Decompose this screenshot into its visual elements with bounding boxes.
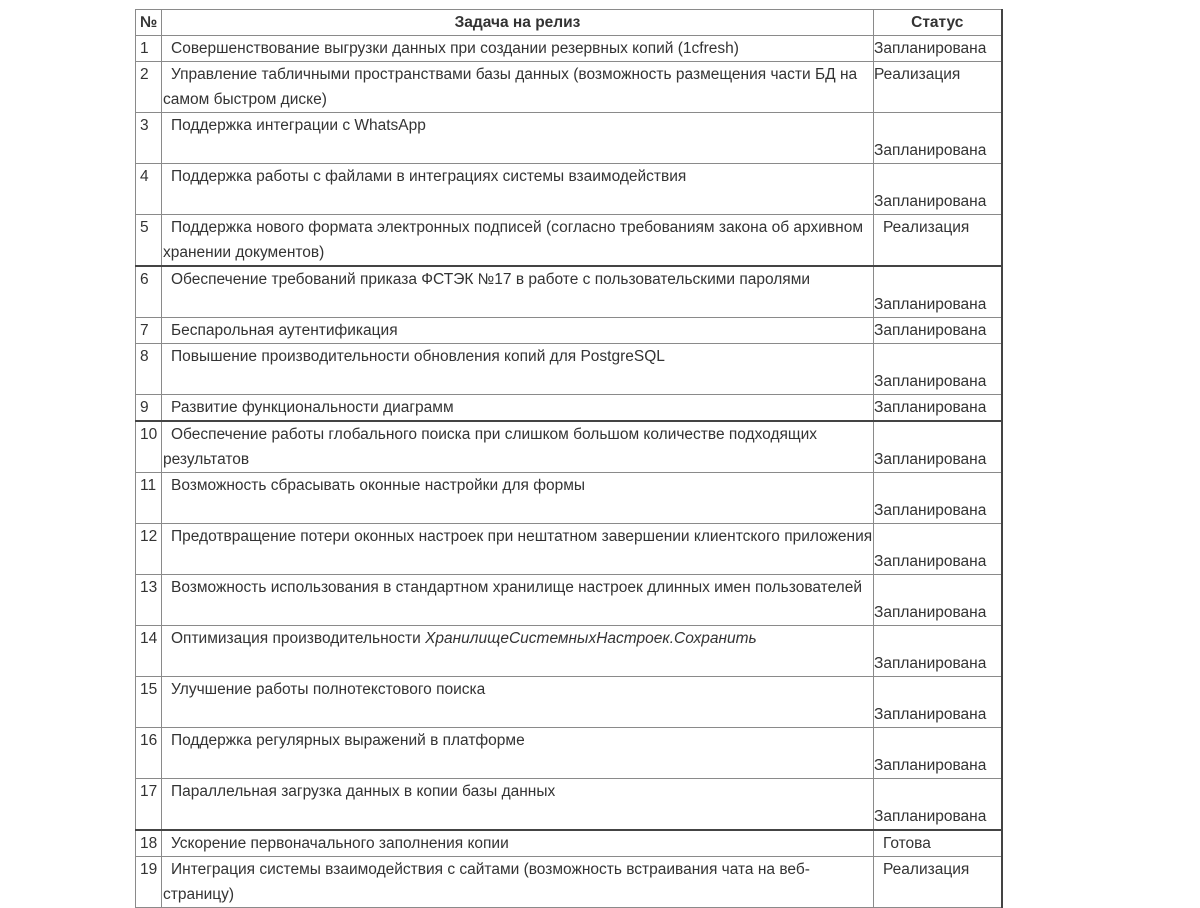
task-text: Поддержка регулярных выражений в платформе xyxy=(171,732,525,749)
row-number: 13 xyxy=(136,575,162,626)
status-text: Запланирована xyxy=(874,604,987,621)
row-task xyxy=(162,113,874,164)
row-number: 17 xyxy=(136,779,162,831)
row-task xyxy=(162,524,874,575)
status-text: Реализация xyxy=(874,66,961,83)
task-text: Беспарольная аутентификация xyxy=(171,322,398,339)
table-row xyxy=(136,164,1002,215)
row-task xyxy=(162,395,874,422)
table-row xyxy=(136,830,1002,857)
task-text: Поддержка интеграции с WhatsApp xyxy=(171,117,426,134)
task-text: Ускорение первоначального заполнения копии xyxy=(171,835,509,852)
row-task xyxy=(162,344,874,395)
row-number: 7 xyxy=(136,318,162,344)
table-row xyxy=(136,473,1002,524)
row-status xyxy=(874,575,1002,626)
row-task xyxy=(162,626,874,677)
table-row xyxy=(136,215,1002,267)
table-row xyxy=(136,626,1002,677)
row-task xyxy=(162,473,874,524)
status-text: Запланирована xyxy=(874,451,987,468)
task-text: Обеспечение работы глобального поиска при слишком большом количестве подходящих результатов xyxy=(163,426,818,468)
row-status xyxy=(874,113,1002,164)
status-text: Реализация xyxy=(883,219,970,236)
row-task xyxy=(162,318,874,344)
status-text: Запланирована xyxy=(874,502,987,519)
row-status xyxy=(874,728,1002,779)
row-task xyxy=(162,728,874,779)
table-row xyxy=(136,344,1002,395)
row-task xyxy=(162,215,874,267)
row-number: 4 xyxy=(136,164,162,215)
row-status xyxy=(874,266,1002,318)
row-status xyxy=(874,830,1002,857)
table-row xyxy=(136,62,1002,113)
row-number: 19 xyxy=(136,857,162,908)
task-text-italic: ХранилищеСистемныхНастроек.Сохранить xyxy=(425,630,757,647)
table-row xyxy=(136,728,1002,779)
status-text: Готова xyxy=(883,835,931,852)
row-status xyxy=(874,626,1002,677)
table-row xyxy=(136,575,1002,626)
row-number: 18 xyxy=(136,830,162,857)
status-text: Запланирована xyxy=(874,808,987,825)
row-task xyxy=(162,779,874,831)
header-status: Статус xyxy=(874,10,1002,36)
task-text: Совершенствование выгрузки данных при создании резервных копий (1cfresh) xyxy=(171,40,739,57)
row-status xyxy=(874,473,1002,524)
task-text: Развитие функциональности диаграмм xyxy=(171,399,454,416)
table-row xyxy=(136,266,1002,318)
row-number: 3 xyxy=(136,113,162,164)
table-row xyxy=(136,113,1002,164)
status-text: Запланирована xyxy=(874,553,987,570)
status-text: Запланирована xyxy=(874,757,987,774)
row-task xyxy=(162,36,874,62)
row-status xyxy=(874,857,1002,908)
row-number: 9 xyxy=(136,395,162,422)
table-row xyxy=(136,318,1002,344)
header-number: № xyxy=(136,10,162,36)
row-task xyxy=(162,575,874,626)
row-number: 10 xyxy=(136,421,162,473)
row-task xyxy=(162,164,874,215)
row-number: 5 xyxy=(136,215,162,267)
status-text: Реализация xyxy=(883,861,970,878)
task-text: Предотвращение потери оконных настроек при нештатном завершении клиентского приложения xyxy=(171,528,873,545)
table-row xyxy=(136,779,1002,831)
row-status xyxy=(874,318,1002,344)
row-number: 1 xyxy=(136,36,162,62)
row-number: 11 xyxy=(136,473,162,524)
row-number: 15 xyxy=(136,677,162,728)
status-text: Запланирована xyxy=(874,655,987,672)
row-number: 6 xyxy=(136,266,162,318)
status-text: Запланирована xyxy=(874,373,987,390)
row-status xyxy=(874,677,1002,728)
row-task xyxy=(162,830,874,857)
task-text: Управление табличными пространствами базы данных (возможность размещения части БД на самом быстром диске) xyxy=(163,66,858,108)
row-status xyxy=(874,215,1002,267)
status-text: Запланирована xyxy=(874,322,987,339)
row-number: 14 xyxy=(136,626,162,677)
status-text: Запланирована xyxy=(874,399,987,416)
row-number: 12 xyxy=(136,524,162,575)
row-status xyxy=(874,62,1002,113)
row-status xyxy=(874,421,1002,473)
row-status xyxy=(874,524,1002,575)
table-row xyxy=(136,677,1002,728)
task-text: Улучшение работы полнотекстового поиска xyxy=(171,681,486,698)
task-text: Поддержка нового формата электронных подписей (согласно требованиям закона об архивном хранении документов) xyxy=(163,219,863,261)
status-text: Запланирована xyxy=(874,296,987,313)
table-header-row xyxy=(136,10,1002,36)
row-task xyxy=(162,857,874,908)
row-number: 2 xyxy=(136,62,162,113)
row-task xyxy=(162,677,874,728)
table-row xyxy=(136,524,1002,575)
row-task xyxy=(162,62,874,113)
table-row xyxy=(136,36,1002,62)
task-text: Возможность использования в стандартном хранилище настроек длинных имен пользователей xyxy=(171,579,863,596)
row-task xyxy=(162,266,874,318)
table-row xyxy=(136,857,1002,908)
task-text: Поддержка работы с файлами в интеграциях системы взаимодействия xyxy=(171,168,687,185)
header-task: Задача на релиз xyxy=(162,10,874,36)
release-tasks-table xyxy=(135,9,1003,908)
row-status xyxy=(874,164,1002,215)
row-number: 8 xyxy=(136,344,162,395)
status-text: Запланирована xyxy=(874,40,987,57)
task-text: Возможность сбрасывать оконные настройки для формы xyxy=(171,477,585,494)
row-status xyxy=(874,344,1002,395)
row-status xyxy=(874,395,1002,422)
task-text: Оптимизация производительности xyxy=(171,630,426,647)
task-text: Параллельная загрузка данных в копии базы данных xyxy=(171,783,556,800)
table-row xyxy=(136,395,1002,422)
row-status xyxy=(874,36,1002,62)
task-text: Повышение производительности обновления копий для PostgreSQL xyxy=(171,348,665,365)
table-row xyxy=(136,421,1002,473)
status-text: Запланирована xyxy=(874,706,987,723)
task-text: Интеграция системы взаимодействия с сайтами (возможность встраивания чата на веб-страницу) xyxy=(163,861,810,903)
row-number: 16 xyxy=(136,728,162,779)
task-text: Обеспечение требований приказа ФСТЭК №17 в работе с пользовательскими паролями xyxy=(171,271,811,288)
status-text: Запланирована xyxy=(874,193,987,210)
row-task xyxy=(162,421,874,473)
row-status xyxy=(874,779,1002,831)
status-text: Запланирована xyxy=(874,142,987,159)
